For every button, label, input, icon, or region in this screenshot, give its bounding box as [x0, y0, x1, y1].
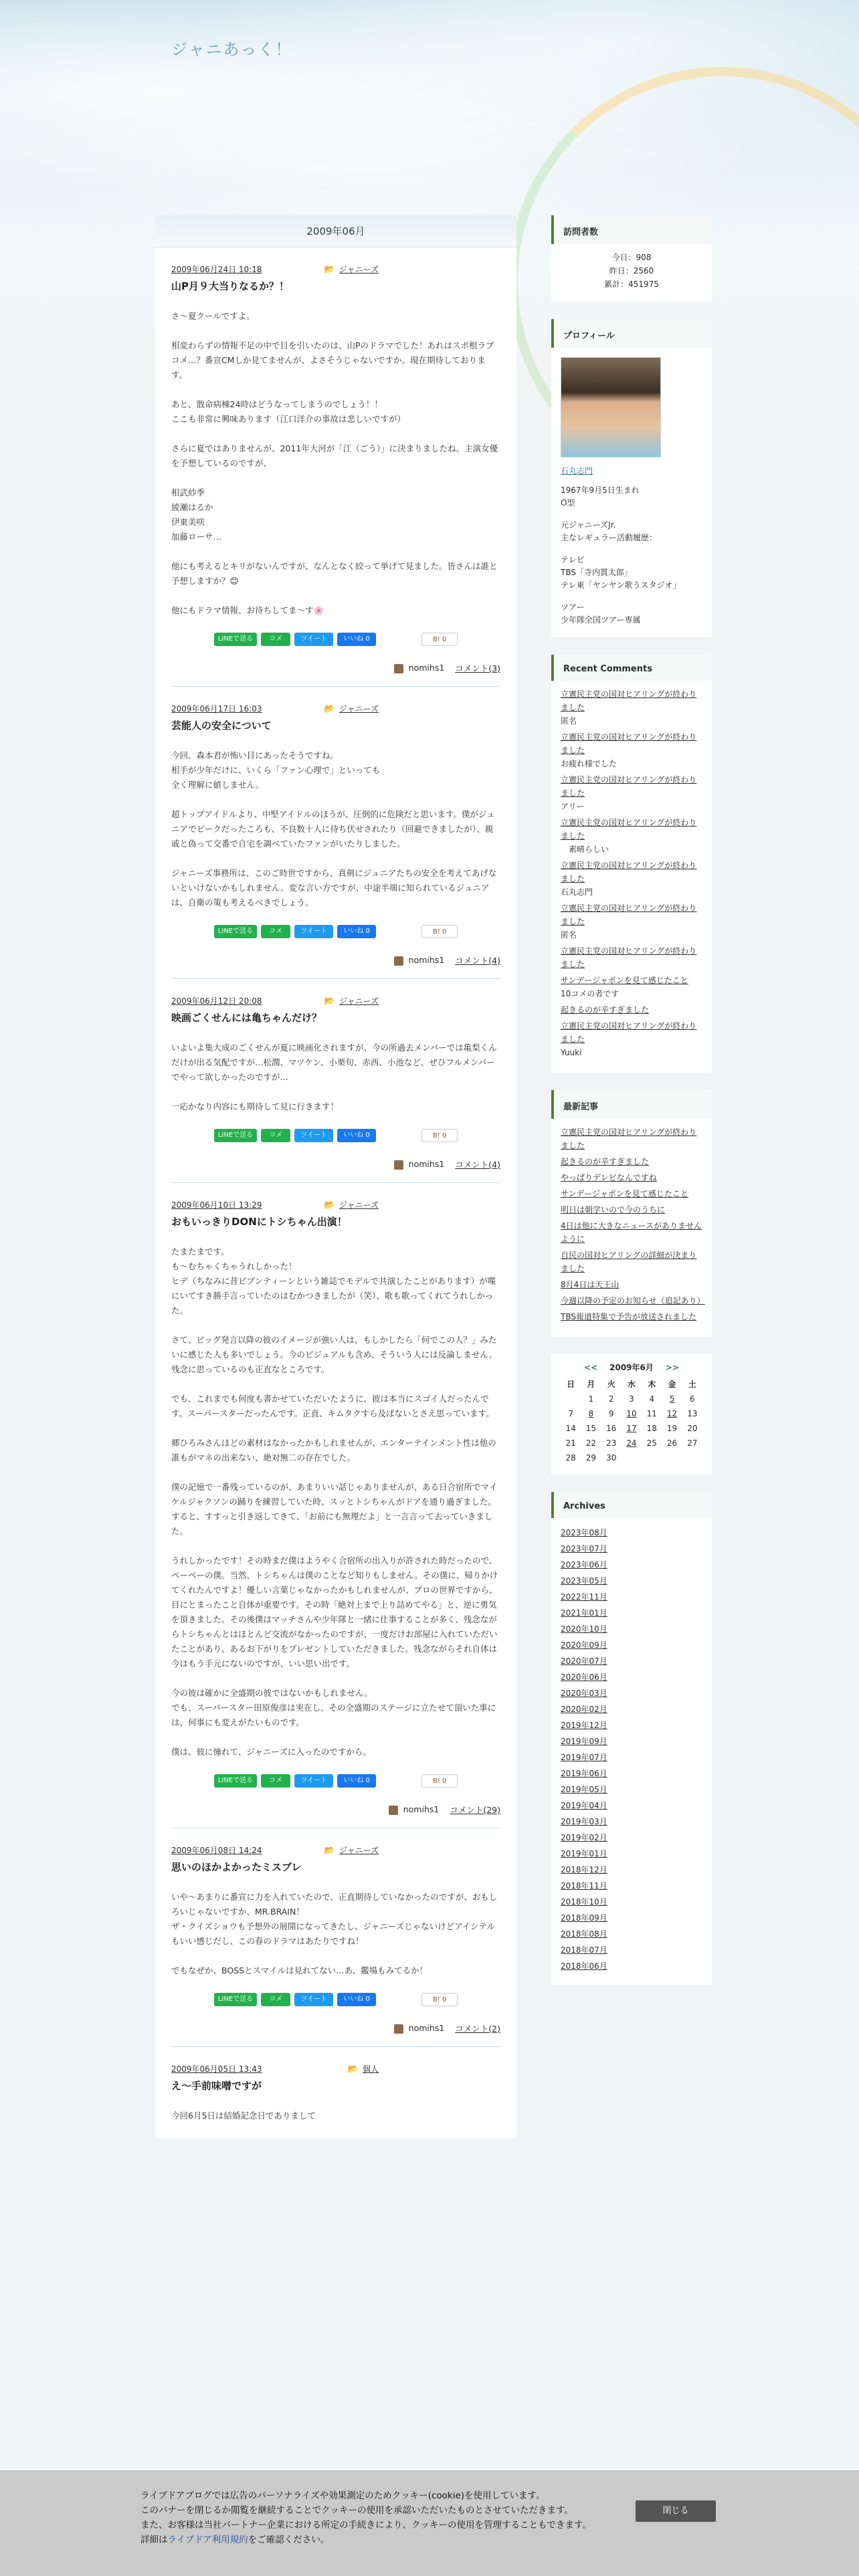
calendar-day[interactable]: 24	[626, 1438, 637, 1448]
archive-link[interactable]: 2020年06月	[561, 1673, 607, 1682]
recent-comment-author: アリー	[561, 802, 585, 811]
archive-link[interactable]: 2023年05月	[561, 1576, 607, 1586]
entry-title[interactable]: 芸能人の安全について	[171, 720, 272, 732]
archive-link[interactable]: 2018年10月	[561, 1897, 607, 1907]
month-heading: 2009年06月	[155, 215, 516, 247]
entry-meta	[171, 1199, 379, 1210]
blog-entry	[155, 687, 516, 966]
entry-paragraph: でもなぜか、BOSSとスマイルは見れてない…あ、鑑場もみてるか！	[171, 1965, 428, 1975]
entry-body	[171, 1890, 500, 1978]
calendar-month-label: 2009年6月	[609, 1363, 654, 1372]
calendar-day: 3	[629, 1394, 634, 1404]
archive-link[interactable]: 2022年11月	[561, 1592, 607, 1602]
entry-footer	[171, 1158, 500, 1170]
comments-link[interactable]: コメント(2)	[455, 2024, 500, 2034]
calendar-day: 13	[687, 1409, 698, 1418]
hatena-bookmark-button[interactable]: B! 0	[421, 1993, 458, 2006]
calendar-weekday: 火	[607, 1380, 615, 1389]
calendar-day[interactable]: 5	[669, 1394, 675, 1404]
calendar-day: 20	[687, 1424, 698, 1433]
recent-comment-link[interactable]: 立憲民主党の国対ヒアリングが終わりました	[561, 818, 697, 841]
calendar-day: 30	[606, 1453, 617, 1463]
entry-date-link[interactable]: 2009年06月05日 13:43	[171, 2064, 262, 2074]
calendar-day: 6	[690, 1394, 695, 1404]
calendar-day: 4	[649, 1394, 655, 1404]
like-button[interactable]: いいね 0	[337, 633, 376, 646]
archives-list	[551, 1518, 712, 1985]
recent-entries-title: 最新記事	[551, 1090, 712, 1119]
recent-comment-link[interactable]: 立憲民主党の国対ヒアリングが終わりました	[561, 861, 697, 883]
cookie-line-3: また、お客様は当社パートナー企業における所定の手続きにより、クッキーの使用を管理することもできます。	[140, 2520, 591, 2531]
archive-link[interactable]: 2020年09月	[561, 1640, 607, 1650]
profile-line: テレ東「ヤンヤン歌うスタジオ」	[561, 580, 681, 590]
recent-comment-link[interactable]: 立憲民主党の国対ヒアリングが終わりました	[561, 946, 697, 969]
recent-comment-author: Yuuki	[561, 1048, 582, 1057]
tweet-button[interactable]: ツイート	[294, 633, 333, 646]
folder-icon: 📂	[324, 1200, 335, 1210]
entry-author	[394, 663, 445, 673]
author-name[interactable]: nomihs1	[408, 1159, 445, 1170]
visitors-block	[551, 215, 712, 302]
recent-entry-link[interactable]: やっぱりデレビなんですね	[561, 1173, 657, 1182]
entry-category	[324, 995, 379, 1006]
archive-link[interactable]: 2019年07月	[561, 1753, 607, 1762]
author-name[interactable]: nomihs1	[408, 955, 445, 966]
cookie-line-1: ライブドアブログでは広告のパーソナライズや効果測定のためクッキー(cookie)を使用しています。	[140, 2490, 545, 2501]
profile-line: 少年隊全国ツアー専属	[561, 615, 641, 625]
calendar-next-link[interactable]: >>	[665, 1363, 679, 1372]
calendar-day: 1	[588, 1394, 594, 1404]
visitors-today: 今日：908	[611, 253, 652, 262]
entry-paragraph: 相武紗季 綾瀬はるか 伊東美咲 加藤ローサ…	[171, 488, 222, 542]
comments-link[interactable]: コメント(4)	[455, 1160, 500, 1170]
archives-title: Archives	[551, 1492, 712, 1518]
archive-link[interactable]: 2018年12月	[561, 1865, 607, 1874]
comments-link[interactable]: コメント(3)	[455, 663, 500, 673]
entry-footer	[171, 1804, 500, 1816]
recent-entry-link[interactable]: 自民の国対ヒアリングの詳細が決まりました	[561, 1251, 697, 1273]
calendar-empty	[642, 1452, 662, 1464]
entry-title[interactable]: 山P月９大当りなるか？！	[171, 280, 289, 292]
entry-body	[171, 309, 500, 618]
entry-author	[394, 2023, 445, 2034]
archive-link[interactable]: 2018年08月	[561, 1929, 607, 1939]
folder-icon: 📂	[324, 704, 335, 714]
calendar-day: 14	[565, 1424, 576, 1433]
cookie-line-2: このバナーを閉じるか閲覧を継続することでクッキーの使用を承認いただいたものとさせていただきます。	[140, 2505, 573, 2516]
recent-entries-list	[551, 1119, 712, 1337]
profile-line: 主なレギュラー活動履歴：	[561, 533, 658, 542]
entry-author	[394, 955, 445, 966]
archive-link[interactable]: 2019年01月	[561, 1849, 607, 1858]
recent-entry-link[interactable]: サンデージャポンを見て感じたこと	[561, 1189, 688, 1198]
visitors-yesterday: 昨日：2560	[609, 266, 654, 276]
profile-line: TBS「寺内貫太郎」	[561, 568, 632, 577]
profile-spacer	[561, 592, 702, 601]
share-buttons	[171, 1993, 500, 2006]
recent-entry-link[interactable]: 今週以降の予定のお知らせ（追記あり）	[561, 1296, 705, 1305]
recent-entry-link[interactable]: 明日は朝学いので今のうちに	[561, 1205, 666, 1214]
archive-link[interactable]: 2018年11月	[561, 1881, 607, 1891]
line-share-button[interactable]: LINEで送る	[214, 1774, 257, 1788]
entry-paragraph: 相変わらずの情報不足の中で目を引いたのは、山Pのドラマでした！あれはスポ根ラブコメ…？番宣CMしか見てませんが、よさそうじゃないですか。現在期待しております。	[171, 340, 494, 380]
entry-meta	[171, 1844, 379, 1856]
line-share-button[interactable]: LINEで送る	[214, 1993, 257, 2006]
entry-meta	[171, 263, 379, 275]
calendar-day: 23	[606, 1438, 617, 1448]
author-name[interactable]: nomihs1	[408, 663, 445, 673]
archive-link[interactable]: 2023年08月	[561, 1528, 607, 1537]
folder-icon: 📂	[324, 265, 335, 275]
entry-paragraph: 他にも考えるとキリがないんですが、なんとなく絞って挙げて見ました。皆さんは誰と予想しますか？😊	[171, 561, 498, 586]
archive-link[interactable]: 2021年01月	[561, 1608, 607, 1618]
entry-title[interactable]: え～手前味噌ですが	[171, 2080, 262, 2092]
cookie-line-4-post: をご確認ください。	[248, 2535, 330, 2545]
share-buttons	[171, 633, 500, 646]
entry-paragraph: うれしかったです！その時まだ僕はようやく合宿所の出入りが許された時だったので、ペーペーの僕。当然、トシちゃんは僕のことなど知りもしません。その僕に、帰りかけてくれたんですよ！優しい言葉じゃなかったかもしれませんが、プロの世界ですから、目にとまったこと自体が重要です。その時「絶対上まで上り詰めてやる」と、逆に勇気を頂きました。その後僕はマッチさんや少年隊と一緒に仕事することが多く、残念ながらトシちゃんとはほとんど交流がなかったのですが、一度だけお部屋に入れていただいたことがあり、あるお下がりをプレゼントしていただきました。残念ながらそれ自体は今はもう手元にないのですが、いい思い出です。	[171, 1555, 498, 1669]
blog-entry	[155, 979, 516, 1170]
archive-link[interactable]: 2019年04月	[561, 1801, 607, 1810]
archive-link[interactable]: 2019年05月	[561, 1785, 607, 1794]
entry-footer	[171, 2022, 500, 2034]
calendar-day[interactable]: 12	[666, 1409, 678, 1418]
calendar-day: 15	[585, 1424, 597, 1433]
site-title[interactable]: ジャニあっく！	[171, 40, 293, 59]
author-avatar-icon	[394, 1160, 403, 1170]
author-avatar-icon	[394, 956, 403, 966]
entry-category	[324, 1844, 379, 1856]
like-button[interactable]: いいね 0	[337, 1774, 376, 1788]
archive-link[interactable]: 2020年02月	[561, 1705, 607, 1714]
calendar-weekday: 金	[668, 1380, 676, 1389]
calendar-day[interactable]: 17	[626, 1424, 637, 1433]
visitors-total: 累計：451975	[604, 280, 659, 289]
entry-body	[171, 1245, 500, 1759]
like-button[interactable]: いいね 0	[337, 925, 376, 938]
entry-author	[389, 1804, 440, 1815]
cookie-text	[140, 2488, 609, 2547]
recent-comment-author: 10コメの者です	[561, 989, 619, 998]
entry-category	[324, 703, 379, 714]
archive-link[interactable]: 2019年09月	[561, 1737, 607, 1746]
blog-entry	[155, 1828, 516, 2034]
author-name[interactable]: nomihs1	[408, 2023, 445, 2034]
calendar-empty	[561, 1393, 581, 1405]
calendar-weekday: 水	[627, 1380, 636, 1389]
entry-paragraph: いよいよ集大成のごくせんが夏に映画化されますが、今の所過去メンバーでは亀梨くんだけが出る気配ですが…松潤、マツケン、小栗旬、赤西、小池など、ぜひフルメンバーでやって欲しかったのですが…	[171, 1043, 497, 1082]
recent-comments-block	[551, 655, 712, 1073]
recent-comment-link[interactable]: 立憲民主党の国対ヒアリングが終わりました	[561, 775, 697, 798]
recent-comment-author: 素晴らしい	[561, 845, 609, 854]
archives-block	[551, 1492, 712, 1985]
hatena-bookmark-button[interactable]: B! 0	[421, 633, 458, 646]
calendar-weekday: 木	[648, 1380, 656, 1389]
entry-footer	[171, 662, 500, 674]
archive-link[interactable]: 2019年12月	[561, 1721, 607, 1730]
recent-comment-author: 匿名	[561, 930, 577, 940]
profile-name-link[interactable]: 石丸志門	[561, 466, 593, 475]
entry-category	[324, 263, 379, 275]
blog-entry	[155, 247, 516, 674]
comment-share-button[interactable]: コメ	[261, 925, 290, 938]
calendar-empty	[622, 1452, 642, 1464]
like-button[interactable]: いいね 0	[337, 1993, 376, 2006]
archive-link[interactable]: 2019年03月	[561, 1817, 607, 1826]
calendar-day: 19	[666, 1424, 678, 1433]
entry-paragraph: 超トップアイドルより、中堅アイドルのほうが、圧倒的に危険だと思います。僕がジュニアでピークだったころも、不良数十人に待ち伏せされたり（回避できましたが）、親戚と偽って交番で自宅を調べていたファンがいたりしました。	[171, 809, 495, 849]
profile-line: 1967年9月5日生まれ	[561, 486, 640, 495]
like-button[interactable]: いいね 0	[337, 1129, 376, 1142]
profile-block	[551, 319, 712, 637]
calendar-day: 27	[687, 1438, 698, 1448]
line-share-button[interactable]: LINEで送る	[214, 925, 257, 938]
archive-link[interactable]: 2019年06月	[561, 1769, 607, 1778]
entry-paragraph: たまたまです。 も～むちゃくちゃうれしかった！ ヒデ（ちなみに昔ビブンティーンという雑誌でモデルで共演したことがあります）が喋にいてすき勝手言っていたのはむかつきましたが（笑）、歌も歌ってくれてうれしかった。	[171, 1247, 496, 1315]
comments-link[interactable]: コメント(4)	[455, 956, 500, 966]
tweet-button[interactable]: ツイート	[294, 925, 333, 938]
entry-paragraph: あと、散命病棟24時はどうなってしまうのでしょう！！ ここも非常に興味あります（江口洋介の事故は悲しいですが）	[171, 399, 406, 424]
recent-comments-list	[551, 681, 712, 1073]
cookie-banner	[0, 2470, 859, 2576]
hatena-bookmark-button[interactable]: B! 0	[421, 925, 458, 938]
recent-comment-link[interactable]: 起きるのが辛すぎました	[561, 1005, 650, 1014]
entry-paragraph: 今回6月5日は結婚記念日でありまして	[171, 2111, 316, 2121]
calendar-day: 2	[608, 1394, 614, 1404]
entry-meta	[171, 703, 379, 714]
folder-icon: 📂	[347, 2064, 359, 2074]
author-avatar-icon	[394, 2024, 403, 2034]
share-buttons	[171, 925, 500, 938]
calendar-day: 22	[585, 1438, 597, 1448]
entry-paragraph: でも、これまでも何度も書かせていただいたように、彼は本当にスゴイ人だったんです。スーパースターだったんです。正直、キムタクすら及ばないとさえ思っています。	[171, 1394, 494, 1418]
entry-paragraph: 他にもドラマ情報、お待ちしてま～す🌸	[171, 605, 324, 615]
profile-line: O型	[561, 498, 575, 508]
folder-icon: 📂	[324, 996, 335, 1006]
entry-author	[394, 1159, 445, 1170]
recent-comments-title: Recent Comments	[551, 655, 712, 681]
calendar-day: 26	[666, 1438, 678, 1448]
site-header	[0, 0, 859, 221]
entry-date-link[interactable]: 2009年06月12日 20:08	[171, 996, 262, 1006]
entry-paragraph: ジャニーズ事務所は、このご時世ですから、真剣にジュニアたちの安全を考えてあげないといけないかもしれません。変な言い方ですが、中途半端に知られているジュニアは、自衛の策も考えるべきでしょう。	[171, 868, 497, 907]
entry-paragraph: さて、ビッグ発言以降の彼のイメージが強い人は、もしかしたら「何でこの人？」みたいに感じた人も多いでしょう。今のビジュアルも含め、そういう人には反論しません。残念に思っているのも正直なところです。	[171, 1335, 498, 1374]
recent-comment-link[interactable]: 立憲民主党の国対ヒアリングが終わりました	[561, 1021, 697, 1044]
entry-list	[155, 247, 516, 2123]
tweet-button[interactable]: ツイート	[294, 1774, 333, 1788]
entry-paragraph: 一応かなり内容にも期待して見に行きます！	[171, 1101, 339, 1111]
calendar-weekday: 日	[567, 1380, 575, 1389]
calendar-block	[551, 1354, 712, 1475]
entry-meta	[171, 2063, 379, 2074]
entry-paragraph: さらに夏ではありませんが、2011年大河が「江（ごう）」に決まりましたね。主演女優を予想しているのですが、	[171, 443, 498, 468]
calendar-day: 7	[568, 1409, 573, 1418]
archive-link[interactable]: 2018年07月	[561, 1945, 607, 1955]
calendar-day: 29	[585, 1453, 597, 1463]
calendar-day: 21	[565, 1438, 576, 1448]
recent-entry-link[interactable]: 4日は他に大きなニュースがありませんように	[561, 1221, 702, 1244]
comment-share-button[interactable]: コメ	[261, 1129, 290, 1142]
entry-meta	[171, 995, 379, 1006]
calendar-day: 25	[646, 1438, 657, 1448]
entry-date-link[interactable]: 2009年06月10日 13:29	[171, 1200, 262, 1210]
entry-paragraph: 今の彼は確かに全盛期の彼ではないかもしれません。 でも、スーパースター田原俊彦は実在し、その全盛期のステージに立たせて頂いた事には、何事にも変えがたいものです。	[171, 1688, 496, 1727]
recent-comment-link[interactable]: 立憲民主党の国対ヒアリングが終わりました	[561, 732, 697, 755]
recent-comment-link[interactable]: 立憲民主党の国対ヒアリングが終わりました	[561, 903, 697, 926]
archive-link[interactable]: 2020年03月	[561, 1689, 607, 1698]
folder-icon: 📂	[324, 1846, 335, 1856]
entry-paragraph: 郷ひろみさんほどの素材はなかったかもしれませんが、エンターテインメント性は他の誰もがマネの出来ない、絶対無二の存在でした。	[171, 1438, 496, 1463]
profile-spacer	[561, 510, 702, 519]
calendar-day: 9	[608, 1409, 614, 1418]
profile-photo	[561, 357, 661, 457]
archive-link[interactable]: 2018年06月	[561, 1961, 607, 1971]
entry-body	[171, 2109, 500, 2123]
entry-category-link[interactable]: 個人	[362, 2064, 379, 2074]
profile-title: プロフィール	[551, 319, 712, 348]
sidebar	[551, 215, 712, 2002]
calendar-weekday: 土	[688, 1380, 696, 1389]
recent-comment-link[interactable]: 立憲民主党の国対ヒアリングが終わりました	[561, 689, 697, 712]
recent-comment-author: 匿名	[561, 716, 577, 726]
cookie-close-button[interactable]: 閉じる	[636, 2500, 716, 2522]
calendar-weekday: 月	[587, 1380, 595, 1389]
calendar-day[interactable]: 10	[626, 1409, 637, 1418]
entry-category-link[interactable]: ジャニーズ	[339, 1200, 379, 1210]
recent-comment-author: お疲れ様でした	[561, 759, 617, 768]
entry-paragraph: 今回、森本君が怖い目にあったそうですね。 相手が少年だけに、いくら「ファン心理で」といっても 全く理解に値しません。	[171, 750, 381, 790]
entry-title[interactable]: おもいっきりDONにトシちゃん出演！	[171, 1216, 347, 1228]
entry-category	[324, 1199, 379, 1210]
recent-comment-author: 石丸志門	[561, 887, 593, 897]
entry-date-link[interactable]: 2009年06月08日 14:24	[171, 1846, 262, 1855]
line-share-button[interactable]: LINEで送る	[214, 633, 257, 646]
recent-entry-link[interactable]: 8月4日は天王山	[561, 1280, 619, 1289]
calendar-grid	[561, 1378, 702, 1464]
entry-category-link[interactable]: ジャニーズ	[339, 1846, 379, 1855]
recent-entry-link[interactable]: TBS報道特集で予告が放送されました	[561, 1312, 696, 1321]
entry-paragraph: 僕は、彼に憧れて、ジャニーズに入ったのですから。	[171, 1747, 371, 1757]
entry-footer	[171, 954, 500, 966]
comment-share-button[interactable]: コメ	[261, 1993, 290, 2006]
entry-date-link[interactable]: 2009年06月24日 10:18	[171, 265, 262, 274]
comment-share-button[interactable]: コメ	[261, 633, 290, 646]
recent-entry-link[interactable]: 起きるのが辛すぎました	[561, 1157, 650, 1166]
entry-body	[171, 748, 500, 910]
entry-category-link[interactable]: ジャニーズ	[339, 265, 379, 274]
archive-link[interactable]: 2019年02月	[561, 1833, 607, 1842]
share-buttons	[171, 1774, 500, 1788]
entry-category-link[interactable]: ジャニーズ	[339, 996, 379, 1006]
recent-comment-link[interactable]: サンデージャポンを見て感じたこと	[561, 976, 688, 985]
entry-category-link[interactable]: ジャニーズ	[339, 704, 379, 714]
comments-link[interactable]: コメント(29)	[450, 1805, 500, 1815]
calendar-prev-link[interactable]: <<	[584, 1363, 598, 1372]
calendar-day: 18	[646, 1424, 657, 1433]
author-avatar-icon	[394, 664, 403, 673]
entry-title[interactable]: 映画ごくせんには亀ちゃんだけ？	[171, 1012, 322, 1024]
calendar-day: 16	[606, 1424, 617, 1433]
cookie-line-4	[140, 2533, 609, 2547]
blog-entry	[155, 2047, 516, 2123]
archive-link[interactable]: 2020年10月	[561, 1624, 607, 1634]
cookie-line-4-pre: 詳細は	[140, 2535, 168, 2545]
visitors-title: 訪問者数	[551, 215, 712, 244]
entry-title[interactable]: 思いのほかよかったミスブレ	[171, 1861, 302, 1873]
profile-line: ツアー	[561, 603, 585, 612]
archive-link[interactable]: 2020年07月	[561, 1656, 607, 1666]
share-buttons	[171, 1129, 500, 1142]
calendar-empty	[682, 1452, 702, 1464]
archive-link[interactable]: 2018年09月	[561, 1913, 607, 1923]
profile-line: 元ジャニーズJr.	[561, 520, 616, 530]
comment-share-button[interactable]: コメ	[261, 1774, 290, 1788]
tweet-button[interactable]: ツイート	[294, 1129, 333, 1142]
profile-details	[561, 484, 702, 627]
entry-body	[171, 1041, 500, 1114]
line-share-button[interactable]: LINEで送る	[214, 1129, 257, 1142]
terms-link[interactable]: ライブドア利用規約	[167, 2535, 248, 2545]
profile-line: テレビ	[561, 555, 585, 564]
calendar-day: 11	[646, 1409, 657, 1418]
author-avatar-icon	[389, 1806, 398, 1815]
entry-paragraph: 僕の記憶で一番残っているのが、あまりいい話じゃありませんが、ある日合宿所でマイケルジャクソンの踊りを練習していた時、スッとトシちゃんがドアを通り過ぎました。すると、すすっと引き返してきて、「お前にも無理だよ」と一言言って去っていきました。	[171, 1482, 498, 1536]
recent-entries-block	[551, 1090, 712, 1337]
calendar-day[interactable]: 8	[588, 1409, 594, 1418]
hatena-bookmark-button[interactable]: B! 0	[421, 1774, 458, 1788]
blog-entry	[155, 1183, 516, 1816]
entry-date-link[interactable]: 2009年06月17日 16:03	[171, 704, 262, 714]
entry-paragraph: さ～夏クールですよ。	[171, 311, 255, 321]
author-name[interactable]: nomihs1	[403, 1804, 440, 1815]
profile-spacer	[561, 544, 702, 554]
archive-link[interactable]: 2023年07月	[561, 1544, 607, 1553]
recent-entry-link[interactable]: 立憲民主党の国対ヒアリングが終わりました	[561, 1128, 697, 1150]
hatena-bookmark-button[interactable]: B! 0	[421, 1129, 458, 1142]
entry-paragraph: いや～あまりに番宣に力を入れていたので、正直期待していなかったのですが、おもしろいじゃないですか、MR.BRAIN！ ザ・クイズショウも予想外の展開になってきたし、ジャニーズじゃないけどアイシテルもいい感じだし、この春のドラマはあたりですね！	[171, 1892, 498, 1946]
calendar-day: 28	[565, 1453, 576, 1463]
calendar-empty	[662, 1452, 682, 1464]
main-column	[155, 215, 516, 2138]
tweet-button[interactable]: ツイート	[294, 1993, 333, 2006]
archive-link[interactable]: 2023年06月	[561, 1560, 607, 1570]
entry-category	[348, 2063, 379, 2074]
